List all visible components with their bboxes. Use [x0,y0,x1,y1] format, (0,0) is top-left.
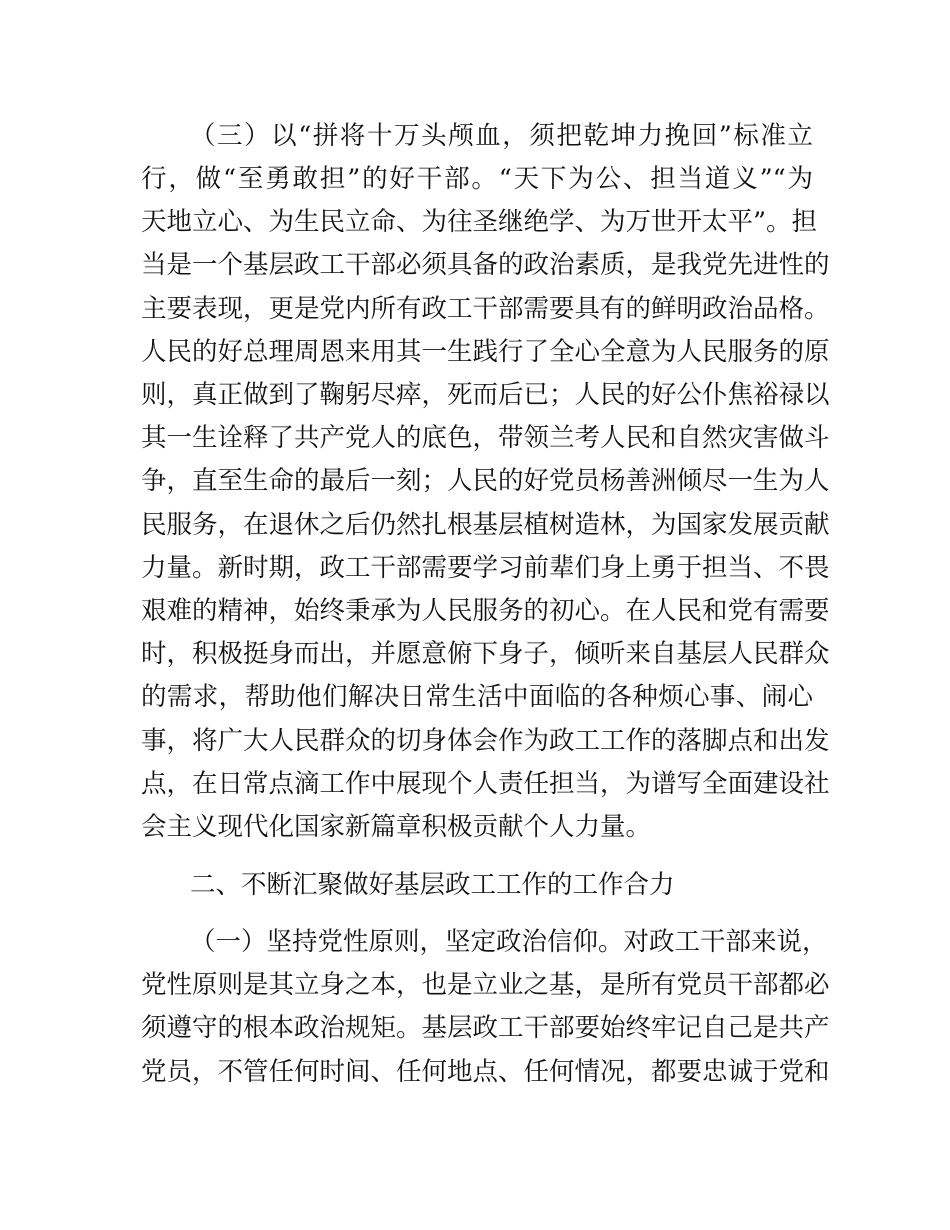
paragraph-line: 行，做“至勇敢担”的好干部。“天下为公、担当道义”“为 [141,164,813,194]
paragraph-line: 点，在日常点滴工作中展现个人责任担当，为谱写全面建设社 [141,769,830,799]
section-heading: 二、不断汇聚做好基层政工工作的工作合力 [190,870,675,900]
paragraph-line: 会主义现代化国家新篇章积极贡献个人力量。 [141,812,652,842]
paragraph-line: 力量。新时期，政工干部需要学习前辈们身上勇于担当、不畏 [141,553,830,583]
paragraph-line: （一）坚持党性原则，坚定政治信仰。对政工干部来说， [190,927,828,957]
paragraph-line: 争，直至生命的最后一刻；人民的好党员杨善洲倾尽一生为人 [141,466,830,496]
paragraph-line: 时，积极挺身而出，并愿意俯下身子，倾听来自基层人民群众 [141,639,830,669]
paragraph-line: 当是一个基层政工干部必须具备的政治素质，是我党先进性的 [141,250,830,280]
paragraph-line: 民服务，在退休之后仍然扎根基层植树造林，为国家发展贡献 [141,510,830,540]
paragraph-line: 其一生诠释了共产党人的底色，带领兰考人民和自然灾害做斗 [141,423,830,453]
paragraph-line: （三）以“拼将十万头颅血，须把乾坤力挽回”标准立 [190,121,813,151]
paragraph-line: 事，将广大人民群众的切身体会作为政工工作的落脚点和出发 [141,726,830,756]
paragraph-line: 党员，不管任何时间、任何地点、任何情况，都要忠诚于党和 [141,1057,830,1087]
paragraph-line: 天地立心、为生民立命、为往圣继绝学、为万世开太平”。担 [141,207,818,237]
paragraph-line: 主要表现，更是党内所有政工干部需要具有的鲜明政治品格。 [141,294,830,324]
paragraph-line: 艰难的精神，始终秉承为人民服务的初心。在人民和党有需要 [141,596,830,626]
paragraph-line: 则，真正做到了鞠躬尽瘁，死而后已；人民的好公仆焦裕禄以 [141,380,830,410]
paragraph-line: 须遵守的根本政治规矩。基层政工干部要始终牢记自己是共产 [141,1013,830,1043]
paragraph-line: 人民的好总理周恩来用其一生践行了全心全意为人民服务的原 [141,337,830,367]
paragraph-line: 党性原则是其立身之本，也是立业之基，是所有党员干部都必 [141,970,830,1000]
paragraph-line: 的需求，帮助他们解决日常生活中面临的各种烦心事、闹心 [141,682,813,712]
